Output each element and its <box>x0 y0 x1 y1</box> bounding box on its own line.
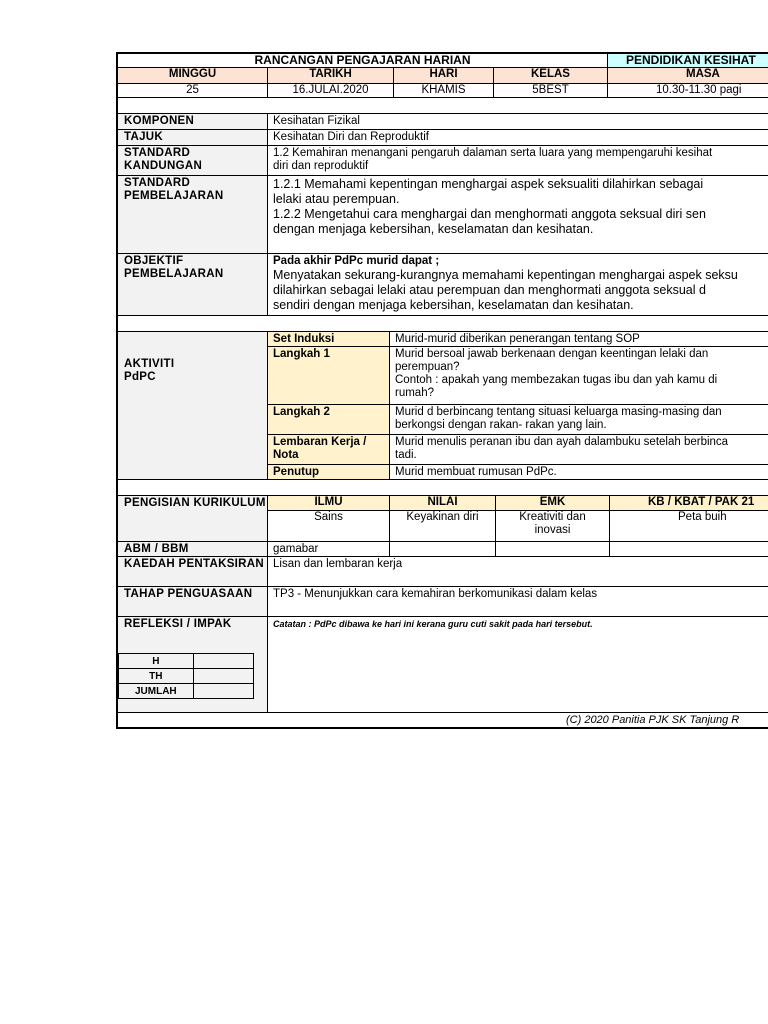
aktiviti-label-text: AKTIVITI PdPC <box>124 358 175 383</box>
langkah1-line2: perempuan? <box>395 361 460 373</box>
col-kelas: KELAS <box>494 68 608 84</box>
standard-kandungan-line2: diri dan reproduktif <box>273 160 369 172</box>
step-lembaran-kerja: Lembaran Kerja / Nota <box>268 435 390 465</box>
tajuk-value: Kesihatan Diri dan Reproduktif <box>268 130 768 146</box>
attendance-row-jumlah <box>119 684 254 699</box>
abm-empty <box>390 542 496 557</box>
standard-pembelajaran-label: STANDARD PEMBELAJARAN <box>116 176 268 254</box>
value-tarikh: 16.JULAI.2020 <box>268 84 394 98</box>
attendance-jumlah-label: JUMLAH <box>119 684 194 699</box>
col-minggu: MINGGU <box>116 68 268 84</box>
lesson-plan-sheet <box>116 52 768 732</box>
objektif-line2: dilahirkan sebagai lelaki atau perempuan dan menghormati anggota seksual d <box>273 283 706 297</box>
objektif-label: OBJEKTIF PEMBELAJARAN <box>116 254 268 316</box>
attendance-row-h <box>119 654 254 669</box>
step-set-induksi-text: Murid-murid diberikan penerangan tentang SOP <box>390 332 768 347</box>
attendance-th-label: TH <box>119 669 194 684</box>
objektif-heading: Pada akhir PdPc murid dapat ; <box>273 255 440 267</box>
sp-line1: 1.2.1 Memahami kepentingan menghargai aspek seksualiti dilahirkan sebagai <box>273 177 704 191</box>
step-langkah-1-text <box>390 347 768 405</box>
value-kelas: 5BEST <box>494 84 608 98</box>
langkah2-line1: Murid d berbincang tentang situasi keluarga masing-masing dan <box>395 406 722 418</box>
step-penutup-text: Murid membuat rumusan PdPc. <box>390 465 768 480</box>
objektif-line1: Menyatakan sekurang-kurangnya memahami kepentingan menghargai aspek seksu <box>273 268 738 282</box>
pengisian-label: PENGISIAN KURIKULUM <box>116 496 268 542</box>
footer-copyright: (C) 2020 Panitia PJK SK Tanjung R <box>116 713 768 729</box>
value-kb: Peta buih <box>610 511 768 542</box>
attendance-h-label: H <box>119 654 194 669</box>
standard-kandungan-label: STANDARD KANDUNGAN <box>116 146 268 176</box>
sp-line4: dengan menjaga kebersihan, keselamatan dan kesihatan. <box>273 222 594 236</box>
col-masa: MASA <box>608 68 768 84</box>
attendance-jumlah-value[interactable] <box>193 684 253 699</box>
value-emk: Kreativiti dan inovasi <box>496 511 610 542</box>
komponen-label: KOMPONEN <box>116 114 268 130</box>
standard-pembelajaran-value <box>268 176 768 254</box>
objektif-line3: sendiri dengan menjaga kebersihan, keselamatan dan kesihatan. <box>273 298 634 312</box>
step-langkah-2-text <box>390 405 768 435</box>
tahap-value: TP3 - Menunjukkan cara kemahiran berkomunikasi dalam kelas <box>268 587 768 617</box>
abm-empty <box>610 542 768 557</box>
value-ilmu: Sains <box>268 511 390 542</box>
col-ilmu: ILMU <box>268 496 390 511</box>
subject-title: PENDIDIKAN KESIHAT <box>608 52 768 68</box>
standard-kandungan-line1: 1.2 Kemahiran menangani pengaruh dalaman serta luara yang mempengaruhi kesihat <box>273 147 713 159</box>
langkah1-line4: rumah? <box>395 387 434 399</box>
refleksi-label-text: REFLEKSI / IMPAK <box>124 618 232 630</box>
step-langkah-1: Langkah 1 <box>268 347 390 405</box>
col-hari: HARI <box>394 68 494 84</box>
tajuk-label: TAJUK <box>116 130 268 146</box>
value-hari: KHAMIS <box>394 84 494 98</box>
step-set-induksi: Set Induksi <box>268 332 390 347</box>
spacer-row <box>116 480 768 496</box>
col-tarikh: TARIKH <box>268 68 394 84</box>
col-emk: EMK <box>496 496 610 511</box>
langkah1-line3: Contoh : apakah yang membezakan tugas ibu dan yah kamu di <box>395 374 718 386</box>
spacer-row <box>116 98 768 114</box>
komponen-value: Kesihatan Fizikal <box>268 114 768 130</box>
langkah2-line2: berkongsi dengan rakan- rakan yang lain. <box>395 419 607 431</box>
kaedah-label: KAEDAH PENTAKSIRAN <box>116 557 268 587</box>
attendance-row-th <box>119 669 254 684</box>
spacer-row <box>116 316 768 332</box>
sp-line2: lelaki atau perempuan. <box>273 192 400 206</box>
step-penutup: Penutup <box>268 465 390 480</box>
abm-value: gamabar <box>268 542 390 557</box>
aktiviti-label <box>116 332 268 480</box>
step-langkah-2: Langkah 2 <box>268 405 390 435</box>
step-lembaran-kerja-text <box>390 435 768 465</box>
standard-kandungan-value <box>268 146 768 176</box>
col-nilai: NILAI <box>390 496 496 511</box>
lembaran-line1: Murid menulis peranan ibu dan ayah dalambuku setelah berbinca <box>395 436 729 448</box>
langkah1-line1: Murid bersoal jawab berkenaan dengan keentingan lelaki dan <box>395 348 709 360</box>
abm-label: ABM / BBM <box>116 542 268 557</box>
value-nilai: Keyakinan diri <box>390 511 496 542</box>
col-kb: KB / KBAT / PAK 21 <box>610 496 768 511</box>
value-minggu: 25 <box>116 84 268 98</box>
refleksi-catatan: Catatan : PdPc dibawa ke hari ini kerana guru cuti sakit pada hari tersebut. <box>268 617 768 713</box>
objektif-value <box>268 254 768 316</box>
sp-line3: 1.2.2 Mengetahui cara menghargai dan menghormati anggota seksual diri sen <box>273 207 706 221</box>
kaedah-value: Lisan dan lembaran kerja <box>268 557 768 587</box>
lembaran-line2: tadi. <box>395 449 417 461</box>
attendance-h-value[interactable] <box>193 654 253 669</box>
value-masa: 10.30-11.30 pagi <box>608 84 768 98</box>
attendance-th-value[interactable] <box>193 669 253 684</box>
plan-title: RANCANGAN PENGAJARAN HARIAN <box>116 52 608 68</box>
tahap-label: TAHAP PENGUASAAN <box>116 587 268 617</box>
abm-empty <box>496 542 610 557</box>
